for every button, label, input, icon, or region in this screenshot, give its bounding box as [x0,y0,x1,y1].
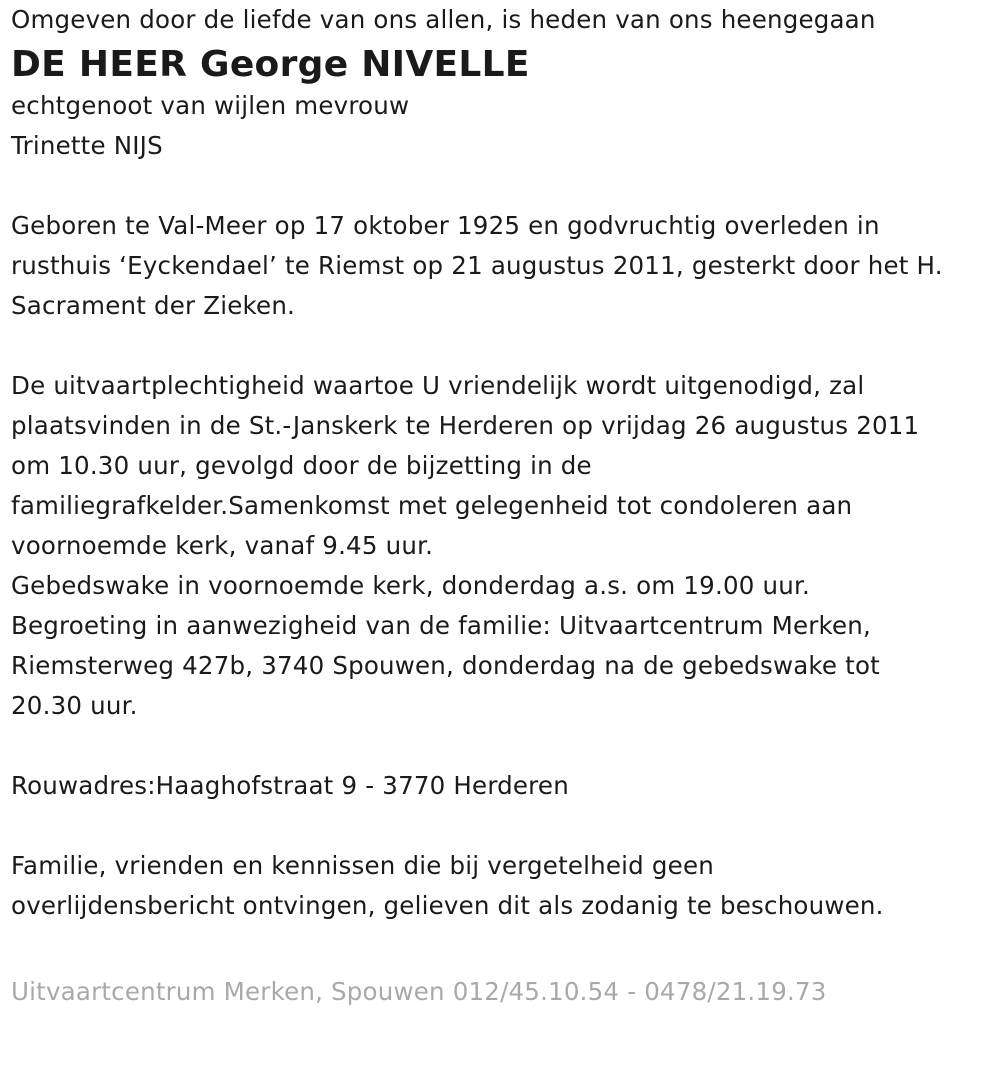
birth-death-line: Sacrament der Zieken. [11,291,296,320]
spacer [11,726,996,766]
closing-line: overlijdensbericht ontvingen, gelieven dit als zodanig te beschouwen. [11,891,884,920]
funeral-home-footer: Uitvaartcentrum Merken, Spouwen 012/45.10.54 - 0478/21.19.73 [11,977,827,1006]
intro-text: Omgeven door de liefde van ons allen, is heden van ons heengegaan [11,5,876,34]
ceremony-line: familiegrafkelder.Samenkomst met gelegenheid tot condoleren aan [11,491,853,520]
ceremony-line: 20.30 uur. [11,691,138,720]
ceremony-line: Begroeting in aanwezigheid van de familie: Uitvaartcentrum Merken, [11,611,872,640]
spacer [11,806,996,846]
obituary-notice [11,0,996,1012]
spouse-line: echtgenoot van wijlen mevrouw [11,91,410,120]
spacer [11,926,996,966]
ceremony-line: Gebedswake in voornoemde kerk, donderdag a.s. om 19.00 uur. [11,571,810,600]
ceremony-line: Riemsterweg 427b, 3740 Spouwen, donderdag na de gebedswake tot [11,651,880,680]
spacer [11,326,996,366]
ceremony-line: om 10.30 uur, gevolgd door de bijzetting in de [11,451,592,480]
ceremony-line: plaatsvinden in de St.-Janskerk te Herderen op vrijdag 26 augustus 2011 [11,411,920,440]
ceremony-line: De uitvaartplechtigheid waartoe U vriendelijk wordt uitgenodigd, zal [11,371,865,400]
spacer [11,166,996,206]
spouse-name: Trinette NIJS [11,131,163,160]
mourning-address: Rouwadres:Haaghofstraat 9 - 3770 Herderen [11,771,569,800]
birth-death-line: rusthuis ‘Eyckendael’ te Riemst op 21 augustus 2011, gesterkt door het H. [11,251,943,280]
closing-line: Familie, vrienden en kennissen die bij vergetelheid geen [11,851,714,880]
birth-death-line: Geboren te Val-Meer op 17 oktober 1925 en godvruchtig overleden in [11,211,880,240]
deceased-name: DE HEER George NIVELLE [11,44,530,85]
ceremony-line: voornoemde kerk, vanaf 9.45 uur. [11,531,434,560]
